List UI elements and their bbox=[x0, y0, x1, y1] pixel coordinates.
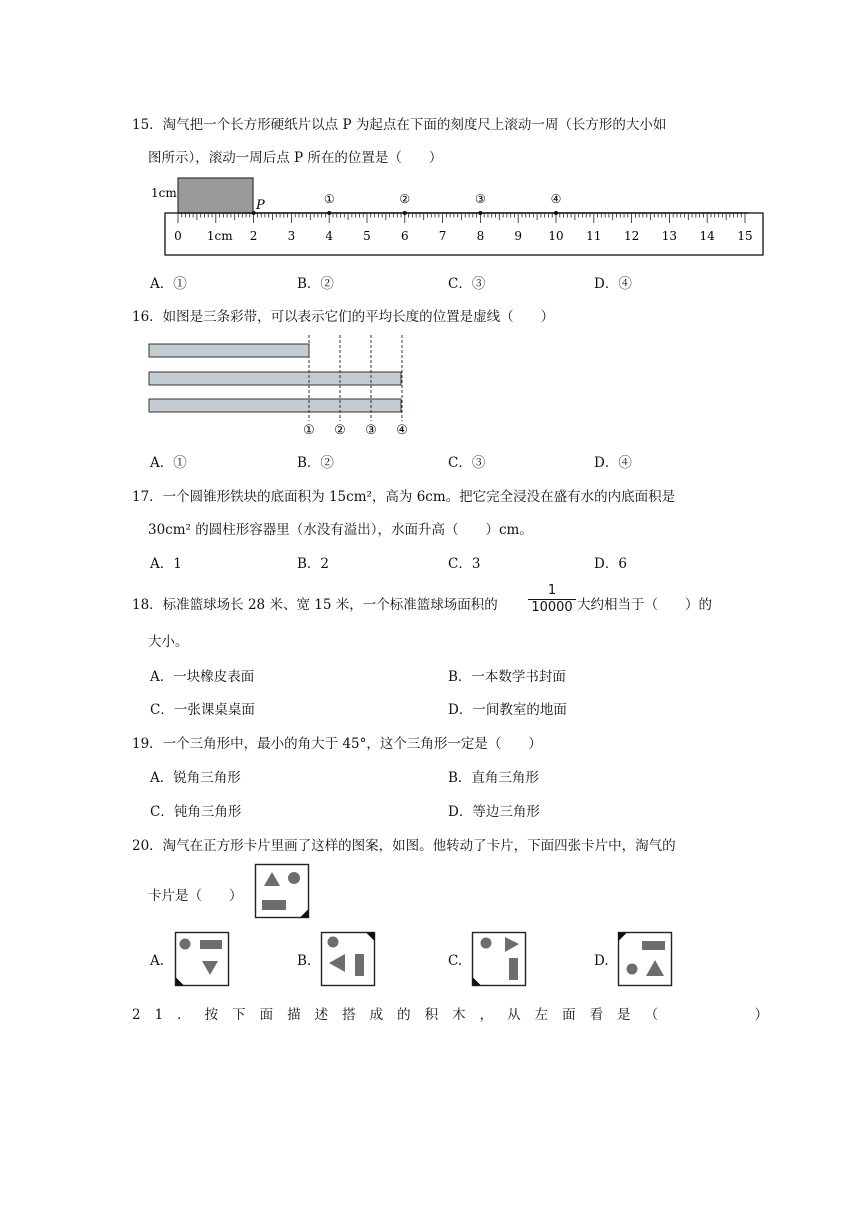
circle-shape bbox=[481, 938, 492, 949]
rectangle-shape bbox=[509, 958, 518, 980]
q18-fraction bbox=[528, 584, 576, 615]
q18-option-a[interactable]: A．一块橡皮表面 bbox=[150, 669, 255, 685]
ruler-tick-label: 5 bbox=[363, 229, 371, 243]
ruler-tick-label: 1cm bbox=[206, 229, 233, 243]
q18-option-b[interactable]: B．一本数学书封面 bbox=[448, 669, 566, 685]
ruler-tick-label: 3 bbox=[287, 229, 296, 243]
ruler-tick-label: 9 bbox=[514, 229, 523, 243]
q19-option-d[interactable]: D．等边三角形 bbox=[448, 804, 540, 820]
rectangle-shape bbox=[262, 900, 286, 910]
q18-line2: 大小。 bbox=[148, 634, 189, 650]
marker-dot bbox=[478, 211, 482, 215]
q16-ribbon-1 bbox=[149, 344, 309, 357]
q16-option-d[interactable]: D．④ bbox=[594, 455, 632, 471]
q17-line1: 17．一个圆锥形铁块的底面积为 15cm²，高为 6cm。把它完全浸没在盛有水的内底面积是 bbox=[132, 489, 676, 505]
circle-shape bbox=[328, 937, 339, 948]
marker-dot bbox=[554, 211, 558, 215]
ruler-tick-label: 2 bbox=[249, 229, 258, 243]
q18-fraction-numerator: 1 bbox=[547, 583, 557, 598]
q20-option-b-label[interactable]: B. bbox=[297, 953, 312, 969]
ruler-tick-label: 14 bbox=[699, 229, 715, 243]
q16-line-label-4: ④ bbox=[396, 423, 408, 438]
q18-option-c[interactable]: C．一张课桌桌面 bbox=[150, 702, 255, 718]
marker-label: ① bbox=[323, 192, 335, 206]
marker-label: ② bbox=[399, 192, 411, 206]
q21-text: 21．按下面描述搭成的积木，从左面看是（ ） bbox=[132, 1007, 783, 1023]
marker-dot bbox=[327, 211, 331, 215]
q20-reference-card bbox=[255, 864, 309, 918]
q15-option-c[interactable]: C．③ bbox=[448, 276, 486, 292]
ruler-tick-label: 4 bbox=[325, 229, 334, 243]
q15-option-a[interactable]: A．① bbox=[150, 276, 187, 292]
circle-shape bbox=[627, 964, 638, 975]
marker-dot bbox=[403, 211, 407, 215]
rectangle-shape bbox=[355, 954, 364, 976]
q16-ribbon-figure bbox=[146, 333, 426, 443]
q15-side-label: 1cm bbox=[151, 186, 177, 200]
q20-option-c-card[interactable] bbox=[472, 932, 526, 986]
q20-line2: 卡片是（ ） bbox=[148, 888, 243, 904]
q15-line1: 15．淘气把一个长方形硬纸片以点 P 为起点在下面的刻度尺上滚动一周（长方形的大小如 bbox=[132, 117, 667, 133]
ruler-tick-label: 0 bbox=[174, 229, 182, 243]
ruler-tick-label: 11 bbox=[586, 229, 602, 243]
q15-ruler-figure bbox=[145, 175, 765, 265]
rectangle-shape bbox=[200, 940, 222, 949]
q17-option-a[interactable]: A．1 bbox=[150, 556, 182, 572]
ruler-tick-label: 8 bbox=[476, 229, 485, 243]
ruler-tick-label: 6 bbox=[400, 229, 409, 243]
rectangle-shape bbox=[642, 941, 665, 950]
q18-option-d[interactable]: D．一间教室的地面 bbox=[448, 702, 567, 718]
q15-point-label: P bbox=[256, 198, 265, 213]
ruler-tick-label: 10 bbox=[548, 229, 564, 243]
q15-option-d[interactable]: D．④ bbox=[594, 276, 632, 292]
q19-option-c[interactable]: C．钝角三角形 bbox=[150, 804, 242, 820]
ruler-tick-label: 13 bbox=[661, 229, 678, 243]
marker-label: ④ bbox=[550, 192, 562, 206]
circle-shape bbox=[288, 872, 300, 884]
q20-option-c-label[interactable]: C. bbox=[448, 953, 463, 969]
q16-line-label-2: ② bbox=[334, 423, 346, 438]
q16-option-a[interactable]: A．① bbox=[150, 455, 187, 471]
q20-line1: 20．淘气在正方形卡片里画了这样的图案，如图。他转动了卡片，下面四张卡片中，淘气的 bbox=[132, 838, 676, 854]
q18-line1a: 18．标准篮球场长 28 米、宽 15 米，一个标准篮球场面积的 bbox=[132, 597, 498, 613]
q15-option-b[interactable]: B．② bbox=[297, 276, 334, 292]
q16-line-label-1: ① bbox=[303, 423, 315, 438]
q18-fraction-denominator: 10000 bbox=[531, 600, 573, 615]
q16-ribbon-3 bbox=[149, 399, 401, 412]
q16-line-label-3: ③ bbox=[365, 423, 377, 438]
circle-shape bbox=[180, 939, 191, 950]
q15-rectangle-card bbox=[178, 178, 253, 215]
q15-markers bbox=[252, 192, 562, 215]
q15-line2: 图所示），滚动一周后点 P 所在的位置是（ ） bbox=[148, 150, 443, 166]
q20-option-a-label[interactable]: A. bbox=[150, 953, 165, 969]
q18-line1b: 大约相当于（ ）的 bbox=[577, 597, 712, 613]
q17-option-b[interactable]: B．2 bbox=[297, 556, 330, 572]
q20-option-b-card[interactable] bbox=[321, 932, 375, 986]
q17-option-c[interactable]: C．3 bbox=[448, 556, 481, 572]
q19-option-a[interactable]: A．锐角三角形 bbox=[150, 770, 241, 786]
q20-option-d-label[interactable]: D. bbox=[594, 953, 609, 969]
q20-option-a-card[interactable] bbox=[175, 932, 229, 986]
q20-option-d-card[interactable] bbox=[618, 932, 672, 986]
q19-text: 19．一个三角形中，最小的角大于 45°，这个三角形一定是（ ） bbox=[132, 736, 542, 752]
point-p-dot bbox=[252, 211, 256, 215]
q16-text: 16．如图是三条彩带，可以表示它们的平均长度的位置是虚线（ ） bbox=[132, 309, 555, 325]
q16-option-c[interactable]: C．③ bbox=[448, 455, 486, 471]
q19-option-b[interactable]: B．直角三角形 bbox=[448, 770, 539, 786]
q16-option-b[interactable]: B．② bbox=[297, 455, 334, 471]
ruler-tick-label: 7 bbox=[438, 229, 447, 243]
ruler-tick-label: 15 bbox=[737, 229, 753, 243]
q17-option-d[interactable]: D．6 bbox=[594, 556, 627, 572]
q17-line2: 30cm² 的圆柱形容器里（水没有溢出），水面升高（ ）cm。 bbox=[148, 522, 533, 538]
marker-label: ③ bbox=[475, 192, 486, 206]
ruler-tick-label: 12 bbox=[623, 229, 640, 243]
q16-ribbon-2 bbox=[149, 372, 401, 385]
